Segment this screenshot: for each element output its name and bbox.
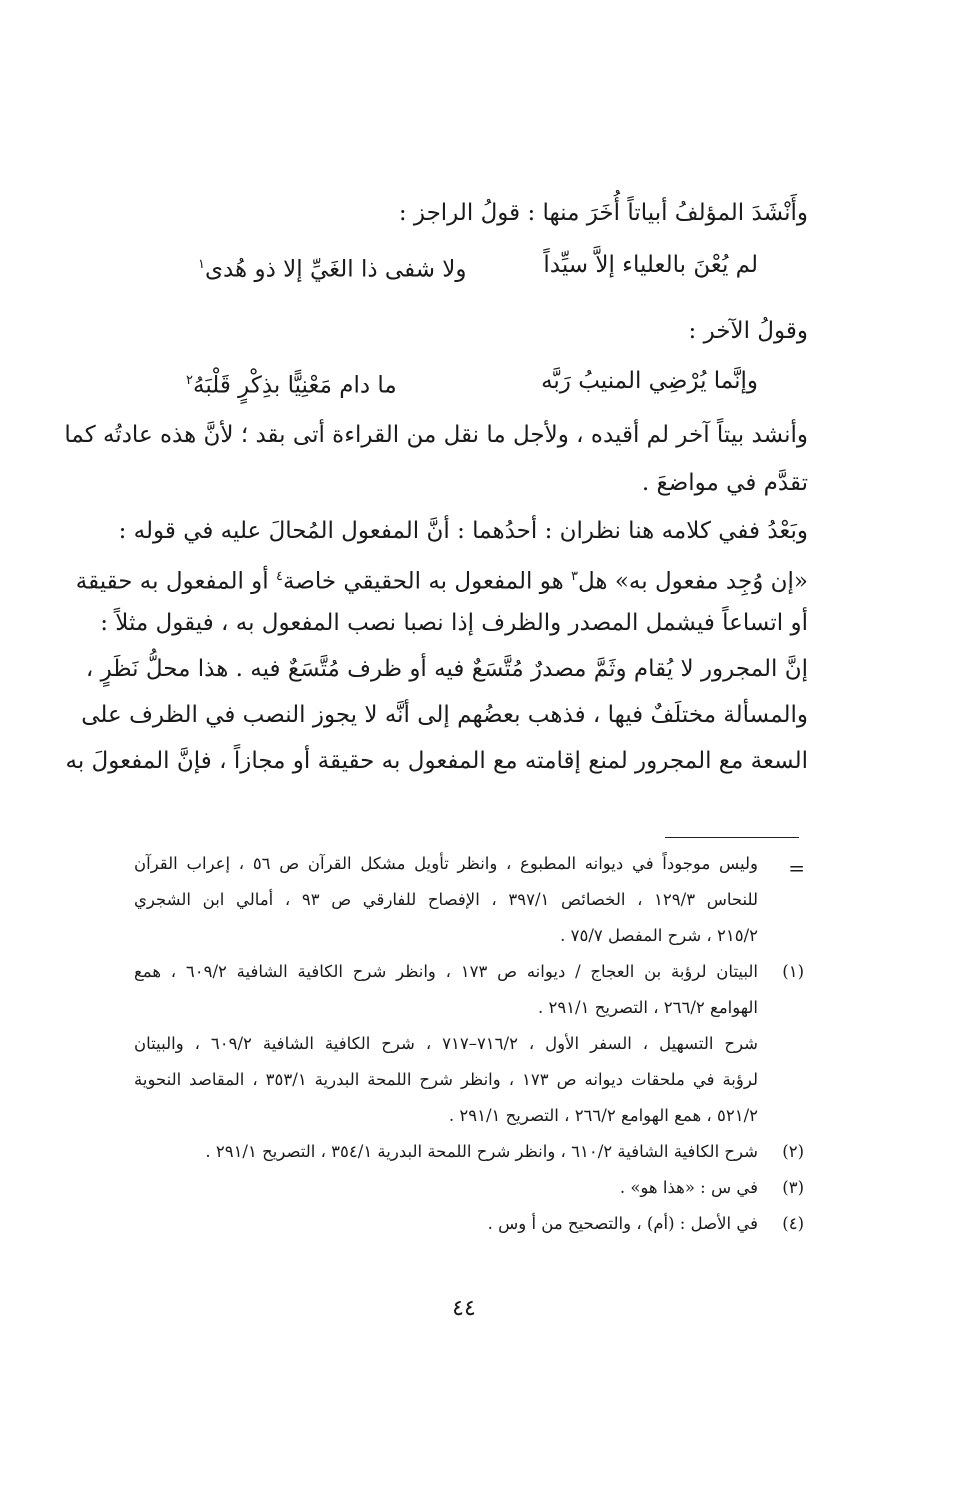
paragraph-line: والمسألة مختلَفٌ فيها ، فذهب بعضُهم إلى أنَّه لا يجوز النصب في الظرف على [81, 702, 808, 728]
paragraph-line: السعة مع المجرور لمنع إقامته مع المفعول به حقيقة أو مجازاً ، فإنَّ المفعولَ به [65, 748, 808, 774]
footnote-line: وليس موجوداً في ديوانه المطبوع ، وانظر تأويل مشكل القرآن ص ٥٦ ، إعراب القرآن [134, 854, 758, 873]
footnote-ref: ١ [198, 257, 205, 272]
footnote-number: (٤) [782, 1214, 804, 1233]
paragraph-line: أو اتساعاً فيشمل المصدر والظرف إذا نصبا نصب المفعول به ، فيقول مثلاً : [100, 610, 808, 636]
paragraph-line: وأنشد بيتاً آخر لم أقيده ، ولأجل ما نقل من القراءة أتى بقد ؛ لأنَّ هذه عادتُه كما [64, 422, 808, 448]
footnote-ref: ٢ [186, 373, 193, 388]
intro-line [399, 198, 808, 228]
footnote-line: شرح الكافية الشافية ٦١٠/٢ ، وانظر شرح اللمحة البدرية ٣٥٤/١ ، التصريح ٢٩١/١ . [205, 1142, 758, 1161]
footnote-line: لرؤبة في ملحقات ديوانه ص ١٧٣ ، وانظر شرح اللمحة البدرية ٣٥٣/١ ، المقاصد النحوية [134, 1070, 758, 1089]
footnote-number: (٢) [782, 1142, 804, 1161]
verse1-second-hemistich: ولا شفى ذا الغَيِّ إلا ذو هُدى$^١$ [198, 256, 467, 283]
footnote-line: في س : «هذا هو» . [619, 1178, 758, 1197]
footnote-ref: ٤ [276, 569, 283, 584]
verse2-first-hemistich: وإنَّما يُرْضِي المنيبُ رَبَّه [541, 368, 758, 394]
footnote-line: ٢١٥/٢ ، شرح المفصل ٧٥/٧ . [560, 926, 758, 945]
paragraph-line: إنَّ المجرور لا يُقام وثَمَّ مصدرٌ مُتَّسَعٌ فيه أو ظرف مُتَّسَعٌ فيه . هذا محلُّ نَظَرٍ ، [85, 656, 808, 682]
paragraph-line: وبَعْدُ ففي كلامه هنا نظران : أحدُهما : أنَّ المفعول المُحالَ عليه في قوله : [118, 518, 808, 544]
footnote-line: البيتان لرؤبة بن العجاج / ديوانه ص ١٧٣ ، وانظر شرح الكافية الشافية ٦٠٩/٢ ، همع [134, 962, 758, 981]
paragraph-line: «إن وُجِد مفعول به» هل$^٣$ هو المفعول به الحقيقي خاصة$^٤$ أو المفعول به حقيقة [75, 568, 808, 595]
paragraph-line: تقدَّم في مواضعَ . [641, 470, 808, 496]
continuation-marker: = [788, 856, 805, 880]
footnote-number: (٣) [782, 1178, 804, 1197]
verse2-second-hemistich: ما دام مَعْنِيًّا بذِكْرٍ قَلْبَهُ$^٢$ [186, 372, 397, 399]
footnote-line: للنحاس ١٢٩/٣ ، الخصائص ٣٩٧/١ ، الإفصاح للفارقي ص ٩٣ ، أمالي ابن الشجري [134, 890, 758, 909]
footnote-line: ٥٢١/٢ ، همع الهوامع ٢٦٦/٢ ، التصريح ٢٩١/١ . [448, 1106, 758, 1125]
footnote-number: (١) [782, 962, 804, 981]
other-intro-line: وقولُ الآخر : [688, 318, 808, 344]
footnote-line: شرح التسهيل ، السفر الأول ، ٧١٦/٢–٧١٧ ، شرح الكافية الشافية ٦٠٩/٢ ، والبيتان [134, 1034, 758, 1053]
verse1-first-hemistich: لم يُعْنَ بالعلياء إلاَّ سيِّداً [543, 252, 758, 278]
footnote-line: الهوامع ٢٦٦/٢ ، التصريح ٢٩١/١ . [537, 998, 758, 1017]
footnote-separator [665, 837, 799, 838]
intro-text: وأَنْشَدَ المؤلفُ أبياتاً أُخَرَ منها : قولُ الراجز : [398, 200, 808, 226]
page-number: ٤٤ [452, 1296, 476, 1321]
footnote-line: في الأصل : (أم) ، والتصحيح من أ وس . [487, 1214, 758, 1233]
footnote-ref: ٣ [571, 569, 578, 584]
